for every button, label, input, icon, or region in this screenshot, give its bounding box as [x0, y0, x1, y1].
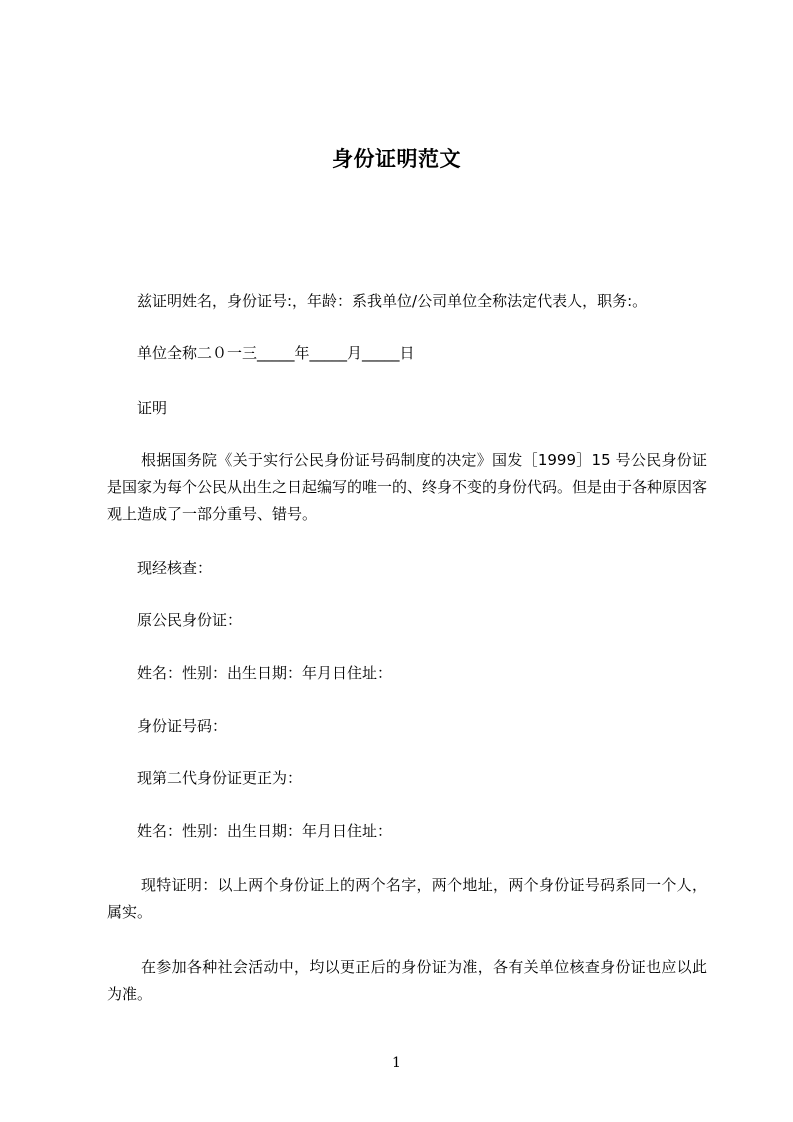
- paragraph-original-id-number: 身份证号码：: [137, 717, 228, 735]
- paragraph-certification-intro: 兹证明姓名，身份证号:，年龄：系我单位/公司单位全称法定代表人，职务:。: [137, 292, 648, 310]
- paragraph-original-id: 原公民身份证：: [137, 611, 243, 629]
- paragraph-corrected-id: 现第二代身份证更正为：: [137, 769, 303, 787]
- paragraph-verification: 现经核查：: [137, 559, 213, 577]
- paragraph-legal-basis: 根据国务院《关于实行公民身份证号码制度的决定》国发［1999］15 号公民身份证是国家为每个公民从出生之日起编写的唯一的、终身不变的身份代码。但是由于各种原因客观上造成了一部分重号、错号。: [107, 451, 708, 523]
- paragraph-original-details: 姓名：性别：出生日期：年月日住址：: [137, 664, 393, 682]
- paragraph-corrected-details: 姓名：性别：出生日期：年月日住址：: [137, 822, 393, 840]
- paragraph-issuer-date: 单位全称二０一三_____年_____月_____日: [137, 344, 415, 362]
- page-number: 1: [392, 1055, 401, 1071]
- document-title: 身份证明范文: [332, 147, 461, 171]
- paragraph-heading-certificate: 证明: [137, 399, 168, 417]
- paragraph-conclusion: 在参加各种社会活动中，均以更正后的身份证为准，各有关单位核查身份证也应以此为准。: [107, 958, 707, 1003]
- paragraph-special-certification: 现特证明：以上两个身份证上的两个名字，两个地址，两个身份证号码系同一个人，属实。: [107, 876, 707, 921]
